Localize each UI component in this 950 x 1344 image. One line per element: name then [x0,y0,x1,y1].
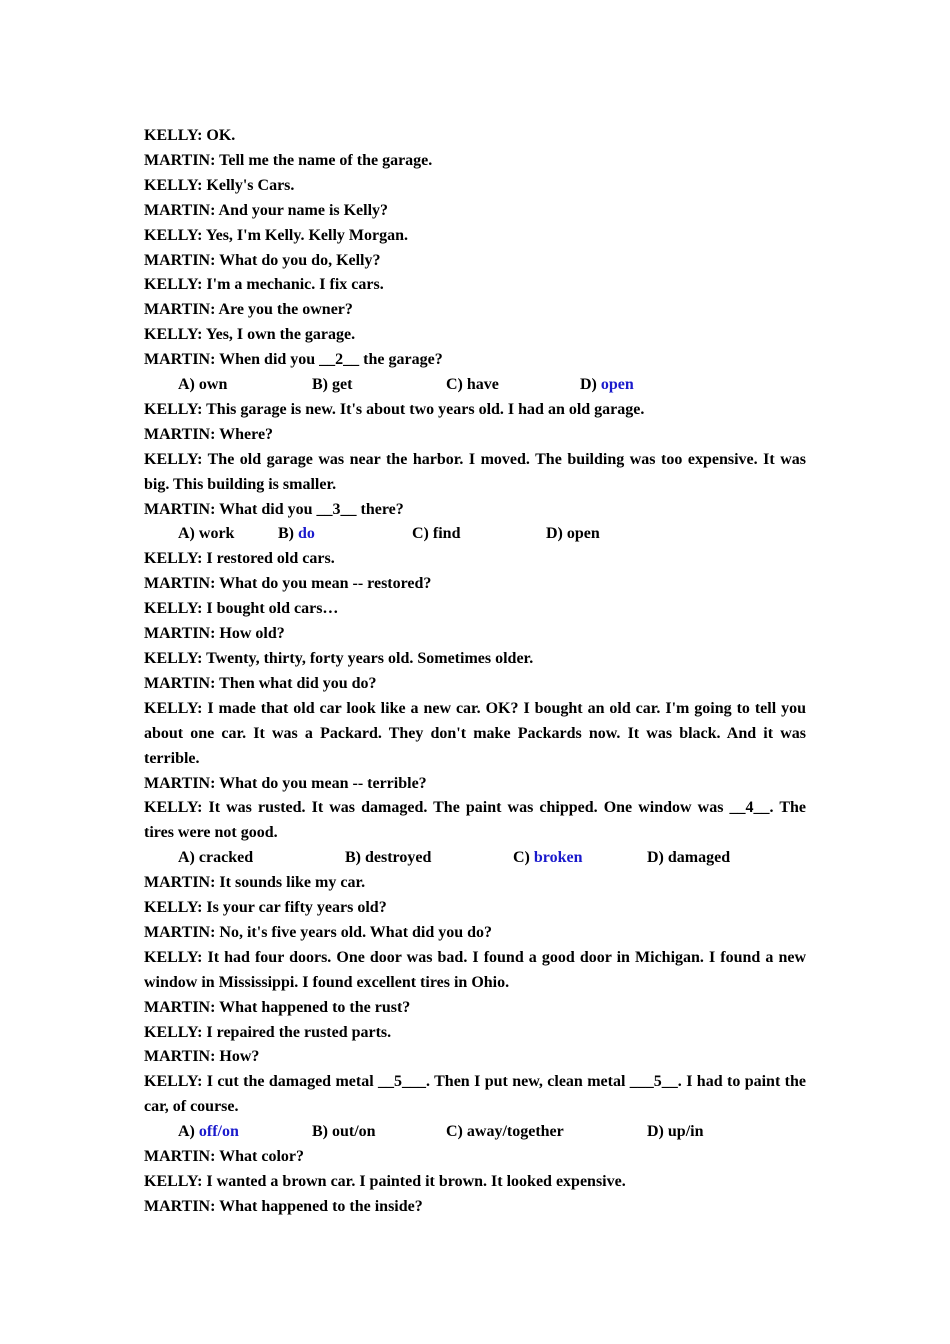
question-3-option-d: D) open [546,525,600,543]
dialogue-line: KELLY: I'm a mechanic. I fix cars. [144,276,384,294]
dialogue-line: MARTIN: What do you mean -- terrible? [144,774,427,792]
dialogue-line: MARTIN: Are you the owner? [144,301,353,319]
question-5-options [144,1120,806,1145]
dialogue-line: KELLY: It had four doors. One door was bad. I found a good door in Michigan. I found a new window in Mississippi. I found excellent tires in Ohio. [144,948,806,991]
question-4-option-d: D) damaged [647,849,731,867]
dialogue-line: KELLY: Twenty, thirty, forty years old. Sometimes older. [144,650,534,667]
question-5-option-b: B) out/on [312,1123,376,1141]
dialogue-line: KELLY: OK. [144,127,236,144]
dialogue-line: MARTIN: Then what did you do? [144,674,377,692]
dialogue-line: KELLY: I wanted a brown car. I painted it brown. It looked expensive. [144,1173,626,1190]
dialogue-line: MARTIN: Tell me the name of the garage. [144,151,433,169]
question-3-option-c: C) find [412,525,461,543]
question-4-option-c: C) broken [513,849,583,867]
dialogue-line: KELLY: I made that old car look like a new car. OK? I bought an old car. I'm going to tell you about one car. It was a Packard. They don't make Packards now. It was black. And it was terrible. [144,699,806,767]
dialogue-line: MARTIN: What happened to the rust? [144,998,411,1016]
question-2-options [144,373,806,398]
dialogue-line: KELLY: The old garage was near the harbor. I moved. The building was too expensive. It was big. This building is smaller. [144,450,806,493]
question-2-prompt: MARTIN: When did you __2__ the garage? [144,351,443,369]
dialogue-line: KELLY: Yes, I'm Kelly. Kelly Morgan. [144,226,409,244]
document-body [144,124,806,1220]
dialogue-line: MARTIN: What do you do, Kelly? [144,251,381,269]
dialogue-line: MARTIN: What happened to the inside? [144,1197,423,1215]
dialogue-line: KELLY: I restored old cars. [144,550,335,568]
question-5-option-a: A) off/on [178,1123,239,1141]
question-4-prompt: KELLY: It was rusted. It was damaged. The paint was chipped. One window was __4__. The tires were not good. [144,799,806,842]
dialogue-line: KELLY: Is your car fifty years old? [144,899,387,917]
question-5-prompt: KELLY: I cut the damaged metal __5___. Then I put new, clean metal ___5__. I had to paint the car, of course. [144,1073,806,1116]
dialogue-line: MARTIN: No, it's five years old. What did you do? [144,923,493,941]
question-4-options [144,846,806,871]
dialogue-line: MARTIN: Where? [144,425,274,443]
dialogue-line: KELLY: Yes, I own the garage. [144,326,356,344]
dialogue-line: MARTIN: How old? [144,625,285,643]
dialogue-line: MARTIN: How? [144,1048,260,1066]
question-2-option-d: D) open [580,376,634,394]
dialogue-line: MARTIN: And your name is Kelly? [144,201,389,219]
question-2-option-b: B) get [312,376,353,394]
question-3-option-b: B) do [278,525,315,543]
dialogue-line: KELLY: This garage is new. It's about two years old. I had an old garage. [144,400,645,418]
question-3-option-a: A) work [178,525,235,543]
question-2-option-a: A) own [178,376,228,394]
dialogue-line: KELLY: I repaired the rusted parts. [144,1023,392,1041]
question-4-option-b: B) destroyed [345,849,432,867]
dialogue-line: MARTIN: What do you mean -- restored? [144,575,432,593]
dialogue-line: MARTIN: What color? [144,1148,305,1166]
question-2-option-c: C) have [446,376,499,394]
question-4-option-a: A) cracked [178,849,254,867]
dialogue-line: MARTIN: It sounds like my car. [144,874,366,892]
dialogue-line: KELLY: I bought old cars… [144,600,339,618]
question-5-option-c: C) away/together [446,1123,564,1141]
question-5-option-d: D) up/in [647,1123,704,1141]
dialogue-line: KELLY: Kelly's Cars. [144,176,295,194]
question-3-prompt: MARTIN: What did you __3__ there? [144,500,404,518]
question-3-options [144,522,806,547]
